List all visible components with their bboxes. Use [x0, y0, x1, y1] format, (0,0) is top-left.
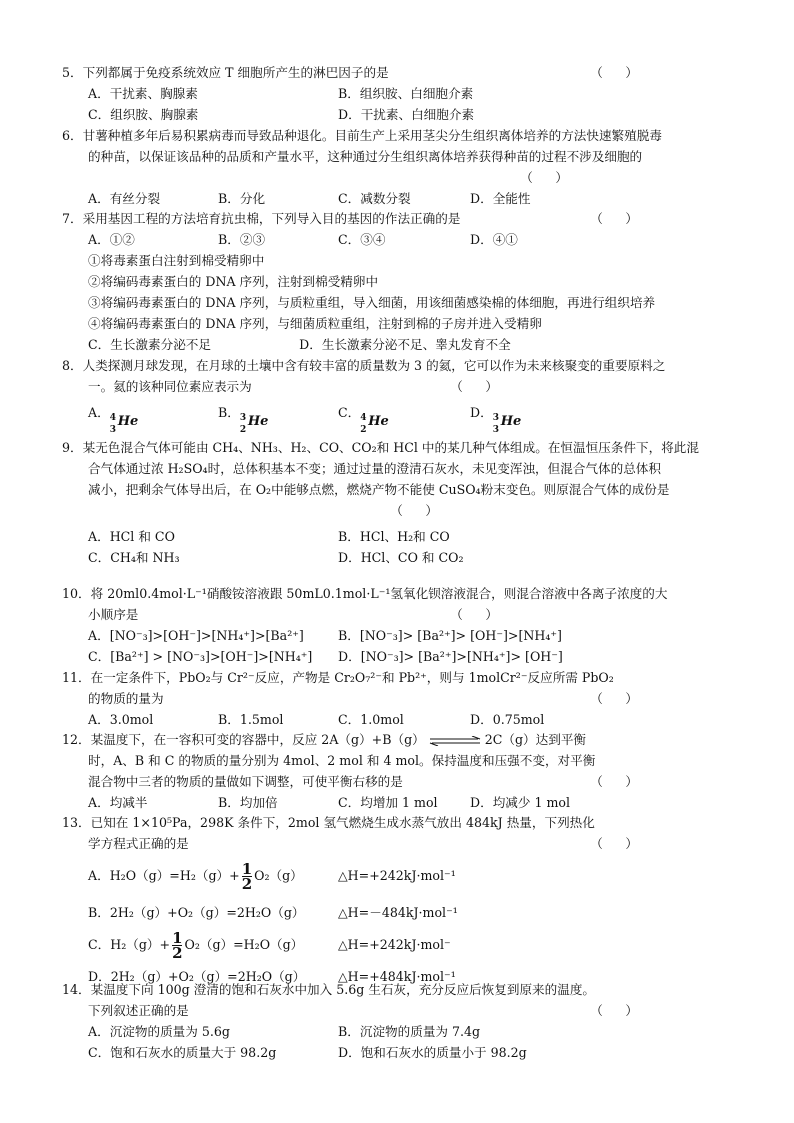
- question-6-stem-line-1: 6．甘薯种植多年后易积累病毒而导致品种退化。目前生产上采用茎尖分生组织离体培养的方法快速繁殖脱毒: [62, 128, 662, 143]
- question-7: [62, 208, 730, 355]
- answer-blank[interactable]: （ ）: [390, 503, 440, 518]
- statement-4: ④将编码毒素蛋白的 DNA 序列，与细菌质粒重组，注射到棉的子房并进入受精卵: [88, 316, 542, 331]
- answer-blank[interactable]: （ ）: [450, 607, 500, 622]
- helium-isotope-symbol: 3 3 He: [492, 412, 522, 435]
- question-12-stem-line-2: 时，A、B 和 C 的物质的量分别为 4mol、2 mol 和 4 mol。保持温度和压强不变，对平衡: [88, 753, 596, 768]
- option-b[interactable]: B．②③: [218, 232, 266, 247]
- question-9-stem-line-1: 9．某无色混合气体可能由 CH₄、NH₃、H₂、CO、CO₂和 HCl 中的某几种气体组成。在恒温恒压条件下，将此混: [62, 440, 699, 455]
- question-9-stem-line-3: 减小，把剩余气体导出后，在 O₂中能够点燃，燃烧产物不能使 CuSO₄粉末变色。则原混合气体的成份是: [88, 482, 670, 497]
- option-c[interactable]: [338, 397, 396, 435]
- option-b[interactable]: B．1.5mol: [218, 712, 284, 727]
- question-13: [62, 812, 730, 992]
- option-c[interactable]: C．[Ba²⁺] > [NO⁻₃]>[OH⁻]>[NH₄⁺]: [88, 649, 313, 664]
- helium-isotope-symbol: 3 2 He: [239, 412, 269, 435]
- question-6: [62, 125, 730, 209]
- option-b[interactable]: B．均加倍: [218, 795, 278, 810]
- question-14-stem-line-1: 14．某温度下向 100g 澄清的饱和石灰水中加入 5.6g 生石灰，充分反应后恢复到原来的温度。: [62, 982, 596, 997]
- option-a[interactable]: A．沉淀物的质量为 5.6g: [88, 1024, 230, 1039]
- question-11: [62, 667, 730, 730]
- option-a[interactable]: [88, 397, 146, 435]
- one-half-fraction: $\frac{1}{2}$: [172, 929, 183, 962]
- option-b[interactable]: B．组织胺、白细胞介素: [338, 86, 474, 101]
- statement-1: ①将毒素蛋白注射到棉受精卵中: [88, 253, 265, 268]
- option-d[interactable]: D．饱和石灰水的质量小于 98.2g: [338, 1045, 527, 1060]
- question-8: [62, 355, 730, 435]
- stray-option-line: C．生长激素分泌不足 D．生长激素分泌不足、睾丸发育不全: [88, 337, 511, 352]
- option-d[interactable]: D．干扰素、白细胞介素: [338, 107, 475, 122]
- question-5: [62, 62, 730, 125]
- option-letter: C．: [338, 405, 361, 420]
- option-c[interactable]: C．③④: [338, 232, 386, 247]
- option-c[interactable]: C．CH₄和 NH₃: [88, 550, 180, 565]
- option-c[interactable]: C．均增加 1 mol: [338, 795, 438, 810]
- answer-blank[interactable]: （ ）: [450, 379, 500, 394]
- question-6-stem-line-2: 的种苗，以保证该品种的品质和产量水平，这种通过分生组织离体培养获得种苗的过程不涉及细胞的: [88, 149, 643, 164]
- question-7-stem: 7．采用基因工程的方法培育抗虫棉，下列导入目的基因的作法正确的是: [62, 211, 461, 226]
- option-a-enthalpy: △H=+242kJ·mol⁻¹: [338, 868, 456, 883]
- option-a[interactable]: A．[NO⁻₃]>[OH⁻]>[NH₄⁺]>[Ba²⁺]: [88, 628, 304, 643]
- option-c[interactable]: C．减数分裂: [338, 191, 411, 206]
- option-b[interactable]: B．分化: [218, 191, 266, 206]
- option-d[interactable]: D．全能性: [470, 191, 531, 206]
- option-b[interactable]: [218, 397, 276, 435]
- helium-isotope-symbol: 4 2 He: [360, 412, 389, 435]
- answer-blank[interactable]: （ ）: [590, 774, 640, 789]
- question-11-stem-line-2: 的物质的量为: [88, 691, 164, 706]
- option-b[interactable]: B．HCl、H₂和 CO: [338, 529, 450, 544]
- option-d[interactable]: D．[NO⁻₃]> [Ba²⁺]>[NH₄⁺]> [OH⁻]: [338, 649, 563, 664]
- question-9-stem-line-2: 合气体通过浓 H₂SO₄时，总体积基本不变；通过过量的澄清石灰水，未见变浑浊，但混合气体的总体积: [88, 461, 661, 476]
- one-half-fraction: $\frac{1}{2}$: [241, 860, 253, 893]
- option-a[interactable]: A．HCl 和 CO: [88, 529, 175, 544]
- question-10-stem-line-1: 10．将 20ml0.4mol·L⁻¹硝酸铵溶液跟 50mL0.1mol·L⁻¹氢氧化钡溶液混合，则混合溶液中各离子浓度的大: [62, 586, 668, 601]
- question-12-stem-line-3: 混合物中三者的物质的量做如下调整，可使平衡右移的是: [88, 774, 403, 789]
- option-c[interactable]: C．饱和石灰水的质量大于 98.2g: [88, 1045, 277, 1060]
- option-c[interactable]: C．组织胺、胸腺素: [88, 107, 199, 122]
- option-b[interactable]: B．2H₂（g）+O₂（g）=2H₂O（g）: [88, 905, 305, 920]
- option-b[interactable]: B．沉淀物的质量为 7.4g: [338, 1024, 481, 1039]
- option-d[interactable]: D．均减少 1 mol: [470, 795, 571, 810]
- option-a[interactable]: A．有丝分裂: [88, 191, 161, 206]
- option-a[interactable]: A．均减半: [88, 795, 148, 810]
- equilibrium-arrow-icon: [428, 736, 482, 746]
- answer-blank[interactable]: （ ）: [590, 836, 640, 851]
- question-11-stem-line-1: 11．在一定条件下，PbO₂与 Cr²⁻反应，产物是 Cr₂O₇²⁻和 Pb²⁺，则与 1molCr²⁻反应所需 PbO₂: [62, 670, 614, 685]
- question-8-stem-line-2: 一。氦的该种同位素应表示为: [88, 379, 252, 394]
- option-a[interactable]: A．干扰素、胸腺素: [88, 86, 198, 101]
- answer-blank[interactable]: （ ）: [520, 170, 570, 185]
- answer-blank[interactable]: （ ）: [590, 65, 640, 80]
- statement-3: ③将编码毒素蛋白的 DNA 序列，与质粒重组，导入细菌，用该细菌感染棉的体细胞，再进行组织培养: [88, 295, 656, 310]
- option-d[interactable]: D．0.75mol: [470, 712, 545, 727]
- answer-blank[interactable]: （ ）: [590, 211, 640, 226]
- option-a[interactable]: A．H₂O（g）=H₂（g）+ $\frac{1}{2}$ O₂（g）: [88, 860, 303, 893]
- question-10: [62, 583, 730, 667]
- question-10-stem-line-2: 小顺序是: [88, 607, 139, 622]
- statement-2: ②将编码毒素蛋白的 DNA 序列，注射到棉受精卵中: [88, 274, 379, 289]
- question-14-stem-line-2: 下列叙述正确的是: [88, 1003, 189, 1018]
- answer-blank[interactable]: （ ）: [590, 1003, 640, 1018]
- option-d[interactable]: D．HCl、CO 和 CO₂: [338, 550, 464, 565]
- option-c[interactable]: C．H₂（g）+ $\frac{1}{2}$ O₂（g）=H₂O（g）: [88, 929, 304, 962]
- option-c[interactable]: C．1.0mol: [338, 712, 404, 727]
- question-9: [62, 437, 730, 568]
- option-letter: B．: [218, 405, 240, 420]
- option-a[interactable]: A．①②: [88, 232, 135, 247]
- option-d[interactable]: [470, 397, 529, 435]
- option-d-enthalpy: △H=+484kJ·mol⁻¹: [338, 969, 456, 984]
- option-d[interactable]: D．2H₂（g）+O₂（g）=2H₂O（g）: [88, 969, 306, 984]
- question-13-stem-line-2: 学方程式正确的是: [88, 836, 189, 851]
- question-14: [62, 979, 730, 1063]
- question-12: [62, 729, 730, 813]
- option-c-enthalpy: △H=+242kJ·mol⁻: [338, 937, 451, 952]
- question-13-stem-line-1: 13．已知在 1×10⁵Pa，298K 条件下，2mol 氢气燃烧生成水蒸气放出 484kJ 热量，下列热化: [62, 815, 595, 830]
- answer-blank[interactable]: （ ）: [590, 691, 640, 706]
- option-a[interactable]: A．3.0mol: [88, 712, 154, 727]
- question-8-stem-line-1: 8．人类探测月球发现，在月球的土壤中含有较丰富的质量数为 3 的氦，它可以作为未来核聚变的重要原料之: [62, 358, 666, 373]
- question-12-stem-line-1: 12．某温度下，在一容积可变的容器中，反应 2A（g）+B（g） 2C（g）达到平衡: [62, 732, 587, 747]
- option-b[interactable]: B．[NO⁻₃]> [Ba²⁺]> [OH⁻]>[NH₄⁺]: [338, 628, 562, 643]
- option-letter: A．: [88, 405, 110, 420]
- helium-isotope-symbol: 4 3 He: [109, 412, 139, 435]
- option-letter: D．: [470, 405, 493, 420]
- option-d[interactable]: D．④①: [470, 232, 518, 247]
- option-b-enthalpy: △H=－484kJ·mol⁻¹: [338, 905, 458, 920]
- question-5-stem: 5．下列都属于免疫系统效应 T 细胞所产生的淋巴因子的是: [62, 65, 389, 80]
